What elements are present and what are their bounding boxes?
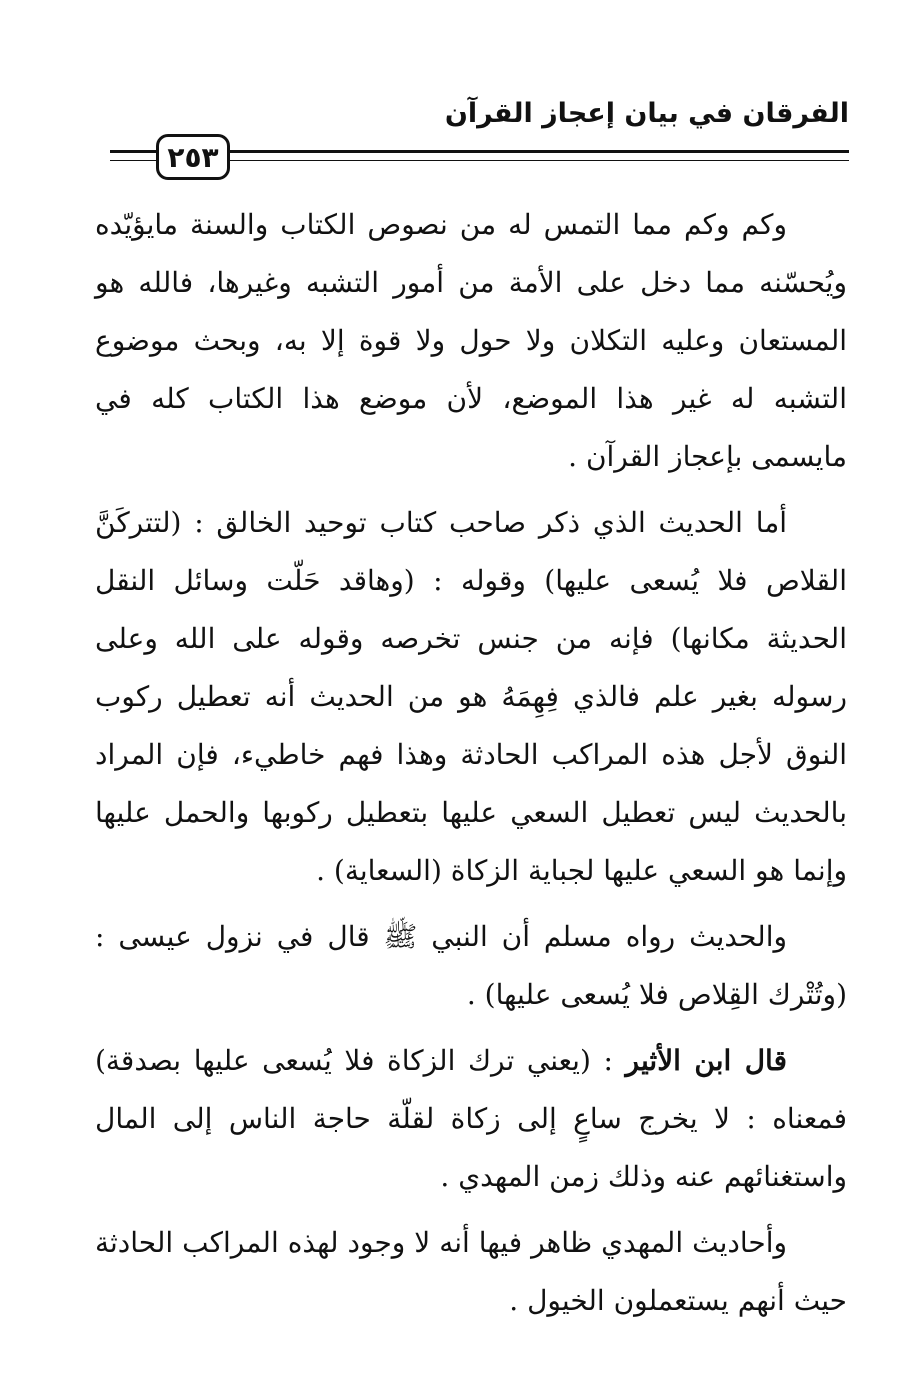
header-rule-left-top: [110, 150, 156, 153]
paragraph-4-text: : (يعني ترك الزكاة فلا يُسعى عليها بصدقة) فمعناه : لا يخرج ساعٍ إلى زكاة لقلّة حاجة الناس إلى المال واستغنائهم عنه وذلك زمن المهدي .: [95, 1044, 847, 1193]
paragraph-1: وكم وكم مما التمس له من نصوص الكتاب والسنة مايؤيّده ويُحسّنه مما دخل على الأمة من أمور التشبه وغيرها، فالله هو المستعان وعليه التكلان ولا حول ولا قوة إلا به، وبحث موضوع التشبه له غير هذا الموضع، لأن موضع هذا الكتاب كله في مايسمى بإعجاز القرآن .: [95, 208, 847, 473]
paragraph-4: [95, 1032, 847, 1206]
header-rule-right-top: [230, 150, 849, 153]
header-rule-right-bottom: [230, 160, 849, 161]
body-text: [95, 196, 847, 1338]
running-title: الفرقان في بيان إعجاز القرآن: [444, 98, 849, 129]
header-rule-left-bottom: [110, 160, 156, 161]
paragraph-4-lead: قال ابن الأثير: [625, 1044, 787, 1077]
paragraph-2: أما الحديث الذي ذكر صاحب كتاب توحيد الخالق : (لتتركَنَّ القلاص فلا يُسعى عليها) وقوله : (وهاقد حَلّت وسائل النقل الحديثة مكانها) فإنه من جنس تخرصه وقوله على الله وعلى رسوله بغير علم فالذي فِهِمَهُ هو من الحديث أنه تعطيل ركوب النوق لأجل هذه المراكب الحادثة وهذا فهم خاطيء، فإن المراد بالحديث ليس تعطيل السعي عليها بتعطيل ركوبها والحمل عليها وإنما هو السعي عليها لجباية الزكاة (السعاية) .: [95, 506, 847, 887]
paragraph-5: وأحاديث المهدي ظاهر فيها أنه لا وجود لهذه المراكب الحادثة حيث أنهم يستعملون الخيول .: [95, 1226, 847, 1317]
page-number: ٢٥٣: [156, 134, 230, 180]
paragraph-3: والحديث رواه مسلم أن النبي ﷺ قال في نزول عيسى : (وتُتْرك القِلاص فلا يُسعى عليها) .: [95, 920, 847, 1011]
